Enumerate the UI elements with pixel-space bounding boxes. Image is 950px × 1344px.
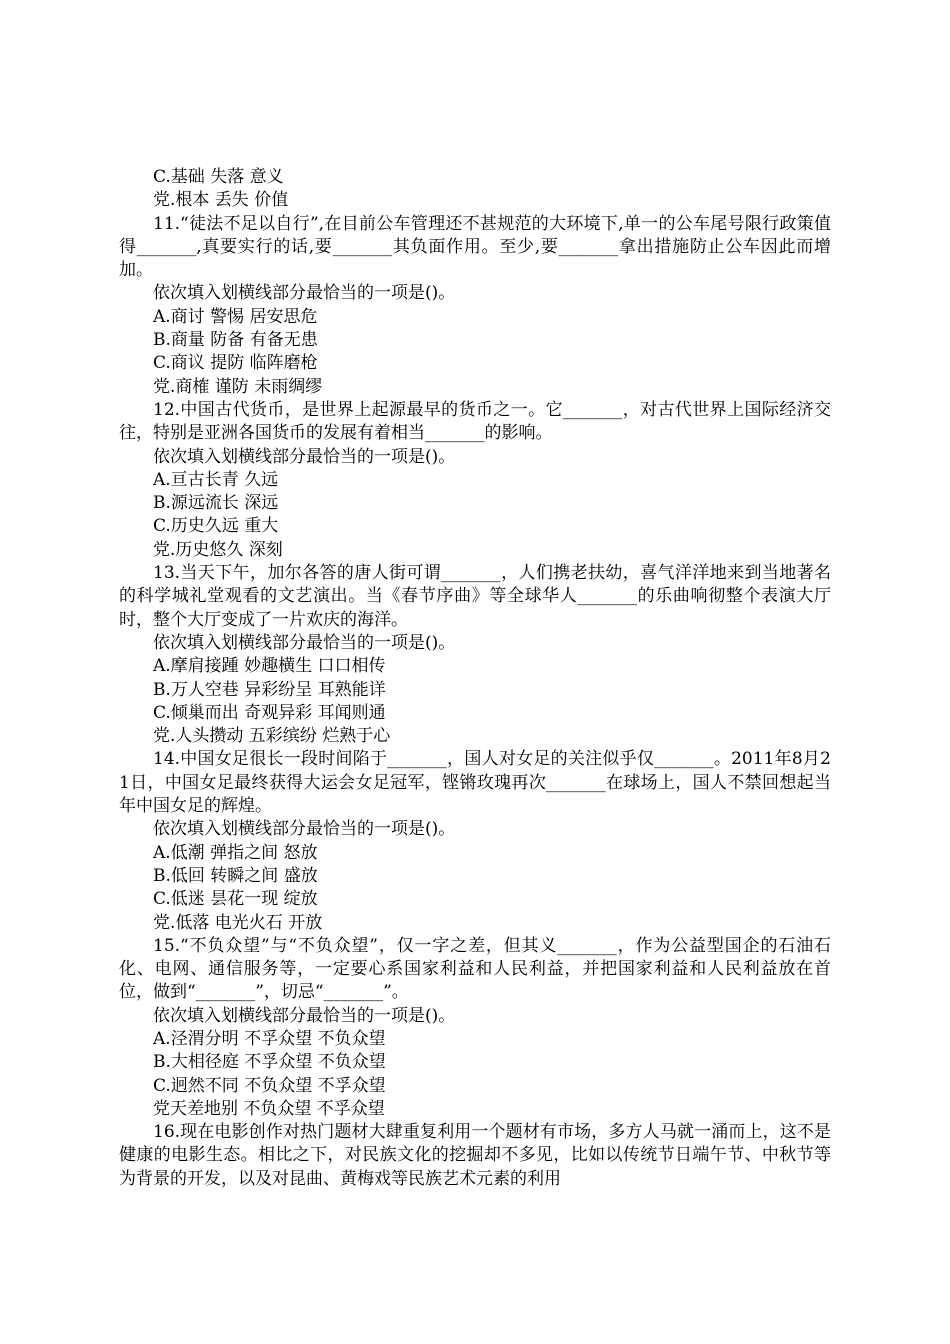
option-line: B.万人空巷 异彩纷呈 耳熟能详 [153,679,386,700]
question-prompt: 依次填入划横线部分最恰当的一项是()。 [153,632,456,653]
option-line: B.商量 防备 有备无患 [153,330,318,351]
option-line: B.低回 转瞬之间 盛放 [153,865,318,886]
question-13-stem: 13.当天下午，加尔各答的唐人街可谓_______，人们携老扶幼，喜气洋洋地来到当地著名的科学城礼堂观看的文艺演出。当《春节序曲》等全球华人_______的乐曲响彻整个表演大厅时，整个大厅变成了一片欢庆的海洋。 [119,563,831,630]
option-line: 党.人头攒动 五彩缤纷 烂熟于心 [153,726,391,747]
option-line: C.历史久远 重大 [153,516,279,537]
option-line: A.亘古长青 久远 [153,469,279,490]
option-line: 党.根本 丢失 价值 [153,190,289,211]
option-line: C.低迷 昙花一现 绽放 [153,889,318,910]
option-line: 党天差地别 不负众望 不孚众望 [153,1098,385,1119]
option-line: 党.低落 电光火石 开放 [153,912,323,933]
question-prompt: 依次填入划横线部分最恰当的一项是()。 [153,819,456,840]
option-line: B.源远流长 深远 [153,493,279,514]
option-line: C.商议 提防 临阵磨枪 [153,353,318,374]
option-line: 党.历史悠久 深刻 [153,539,283,560]
option-line: A.泾渭分明 不孚众望 不负众望 [153,1028,386,1049]
option-line: C.迥然不同 不负众望 不孚众望 [153,1075,386,1096]
option-line: A.商讨 警惕 居安思危 [153,306,318,327]
document-body [119,166,831,1191]
question-prompt: 依次填入划横线部分最恰当的一项是()。 [153,283,456,304]
question-11-stem: 11.“徒法不足以自行”,在目前公车管理还不甚规范的大环境下,单一的公车尾号限行政策值得_______,真要实行的话,要_______其负面作用。至少,要_______拿出措施防止公车因此而增加。 [119,213,831,281]
question-15-stem: 15.“不负众望”与“不负众望”，仅一字之差，但其义_______，作为公益型国企的石油石化、电网、通信服务等，一定要心系国家利益和人民利益，并把国家利益和人民利益放在首位，做到“_______”，切忌“_______”。 [119,935,831,1003]
option-line: C.基础 失落 意义 [153,167,284,187]
option-line: A.低潮 弹指之间 怒放 [153,842,318,863]
option-line: A.摩肩接踵 妙趣横生 口口相传 [153,656,386,677]
question-14-stem: 14.中国女足很长一段时间陷于_______，国人对女足的关注似乎仅_______。2011年8月21日，中国女足最终获得大运会女足冠军，铿锵玫瑰再次_______在球场上，国人不禁回想起当年中国女足的辉煌。 [119,749,831,817]
question-prompt: 依次填入划横线部分最恰当的一项是()。 [153,446,456,467]
option-line: B.大相径庭 不孚众望 不负众望 [153,1052,386,1073]
option-line: C.倾巢而出 奇观异彩 耳闻则通 [153,702,386,723]
question-16-stem: 16.现在电影创作对热门题材大肆重复利用一个题材有市场，多方人马就一涌而上，这不是健康的电影生态。相比之下，对民族文化的挖掘却不多见，比如以传统节日端午节、中秋节等为背景的开发，以及对昆曲、黄梅戏等民族艺术元素的利用 [119,1122,831,1189]
question-prompt: 依次填入划横线部分最恰当的一项是()。 [153,1005,456,1026]
option-line: 党.商榷 谨防 未雨绸缪 [153,376,323,397]
question-12-stem: 12.中国古代货币，是世界上起源最早的货币之一。它_______，对古代世界上国际经济交往，特别是亚洲各国货币的发展有着相当_______的影响。 [119,399,831,444]
